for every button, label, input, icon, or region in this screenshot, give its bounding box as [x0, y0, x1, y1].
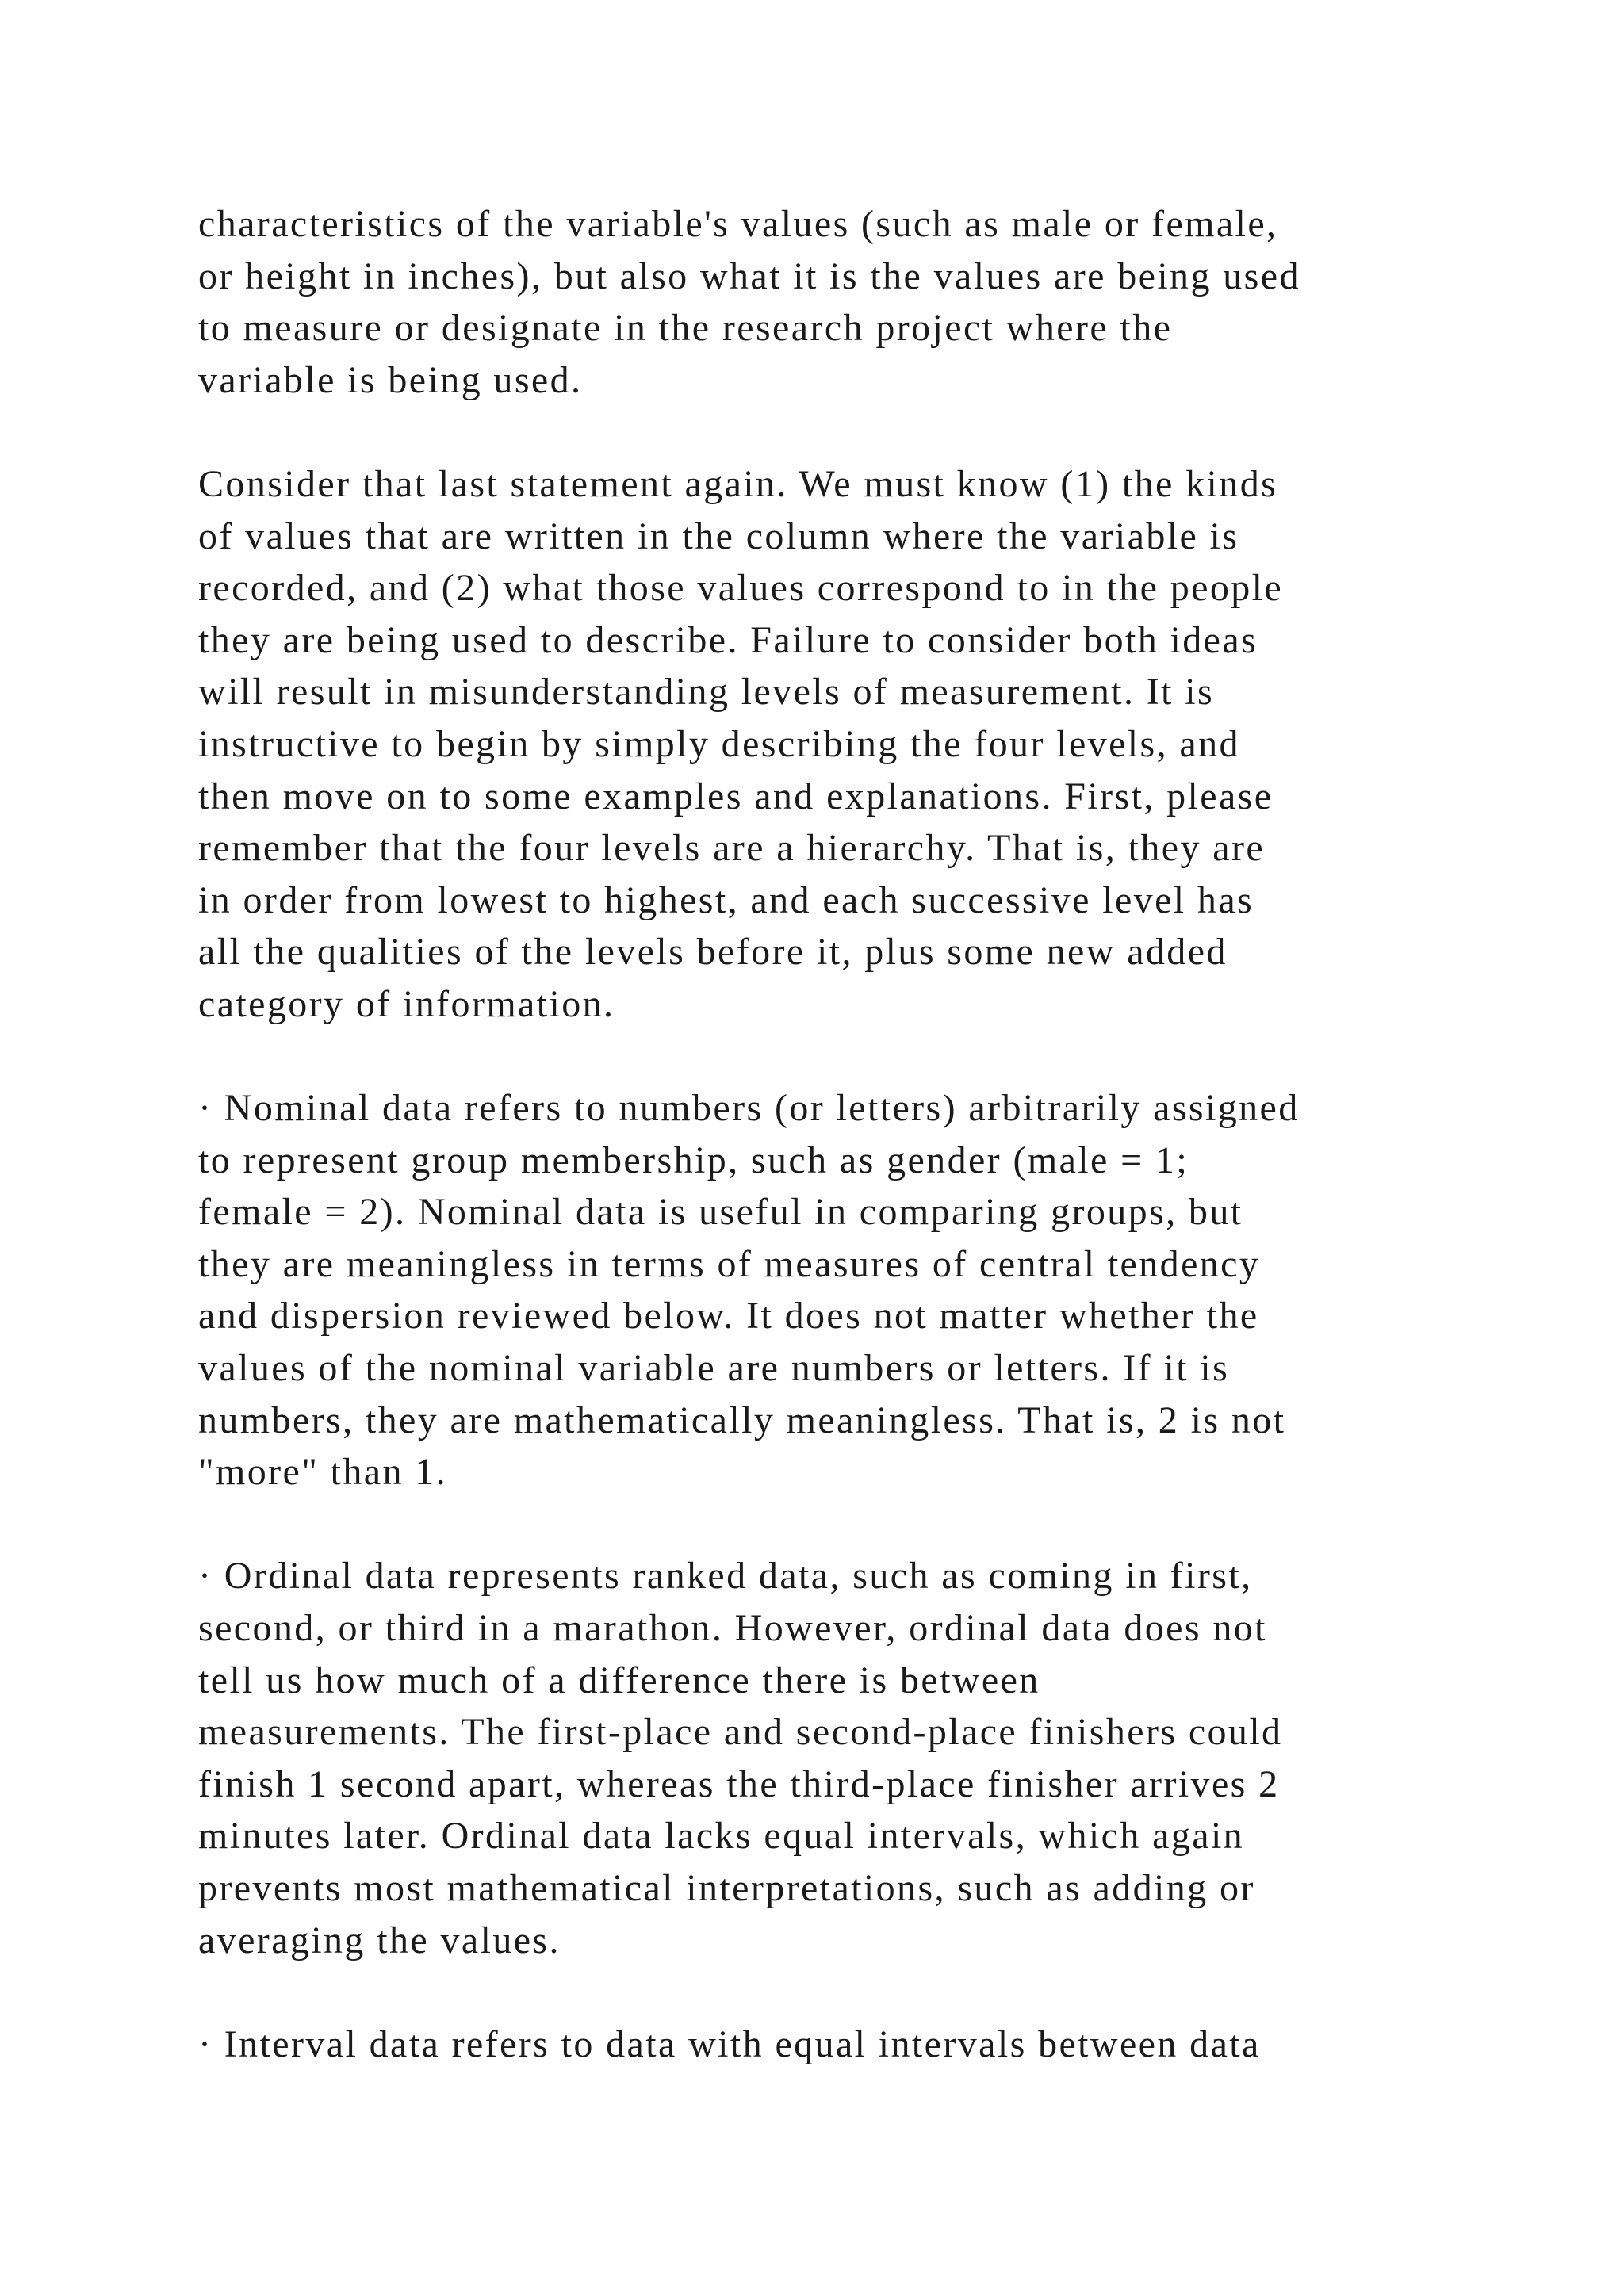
text-line: all the qualities of the levels before it, plus some new added: [198, 931, 1228, 974]
text-line: averaging the values.: [198, 1919, 561, 1961]
text-line: · Nominal data refers to numbers (or letters) arbitrarily assigned: [198, 1087, 1300, 1130]
text-line: · Interval data refers to data with equal intervals between data: [198, 2022, 1261, 2065]
text-line: to measure or designate in the research project where the: [198, 307, 1173, 350]
text-line: tell us how much of a difference there is between: [198, 1659, 1040, 1701]
text-line: or height in inches), but also what it is the values are being used: [198, 254, 1300, 297]
text-line: "more" than 1.: [198, 1451, 448, 1494]
text-line: remember that the four levels are a hierarchy. That is, they are: [198, 827, 1266, 870]
text-line: minutes later. Ordinal data lacks equal intervals, which again: [198, 1815, 1245, 1858]
paragraph: [198, 1082, 1483, 1498]
paragraph: [198, 198, 1483, 406]
text-line: they are meaningless in terms of measures of central tendency: [198, 1242, 1261, 1285]
text-line: of values that are written in the column where the variable is: [198, 515, 1239, 557]
text-line: to represent group membership, such as gender (male = 1;: [198, 1138, 1189, 1181]
text-line: finish 1 second apart, whereas the third-place finisher arrives 2: [198, 1762, 1280, 1805]
text-line: in order from lowest to highest, and each successive level has: [198, 878, 1254, 921]
text-line: variable is being used.: [198, 358, 583, 401]
text-line: values of the nominal variable are numbers or letters. If it is: [198, 1347, 1230, 1390]
paragraph: [198, 2019, 1483, 2071]
text-line: measurements. The first-place and second-place finishers could: [198, 1711, 1283, 1754]
document-body: [198, 198, 1483, 2122]
text-line: · Ordinal data represents ranked data, such as coming in first,: [198, 1555, 1253, 1598]
text-line: category of information.: [198, 982, 615, 1025]
text-line: Consider that last statement again. We must know (1) the kinds: [198, 462, 1278, 505]
text-line: second, or third in a marathon. However, ordinal data does not: [198, 1607, 1267, 1650]
text-line: they are being used to describe. Failure to consider both ideas: [198, 618, 1258, 661]
text-line: will result in misunderstanding levels of measurement. It is: [198, 671, 1215, 714]
paragraph: [198, 458, 1483, 1031]
text-line: and dispersion reviewed below. It does not matter whether the: [198, 1295, 1259, 1337]
text-line: female = 2). Nominal data is useful in comparing groups, but: [198, 1191, 1243, 1234]
text-line: characteristics of the variable's values (such as male or female,: [198, 203, 1278, 245]
text-line: prevents most mathematical interpretations, such as adding or: [198, 1867, 1255, 1909]
text-line: instructive to begin by simply describing the four levels, and: [198, 722, 1240, 765]
text-line: recorded, and (2) what those values correspond to in the people: [198, 567, 1284, 610]
text-line: numbers, they are mathematically meaningless. That is, 2 is not: [198, 1399, 1286, 1441]
paragraph: [198, 1550, 1483, 1966]
text-line: then move on to some examples and explanations. First, please: [198, 775, 1274, 817]
